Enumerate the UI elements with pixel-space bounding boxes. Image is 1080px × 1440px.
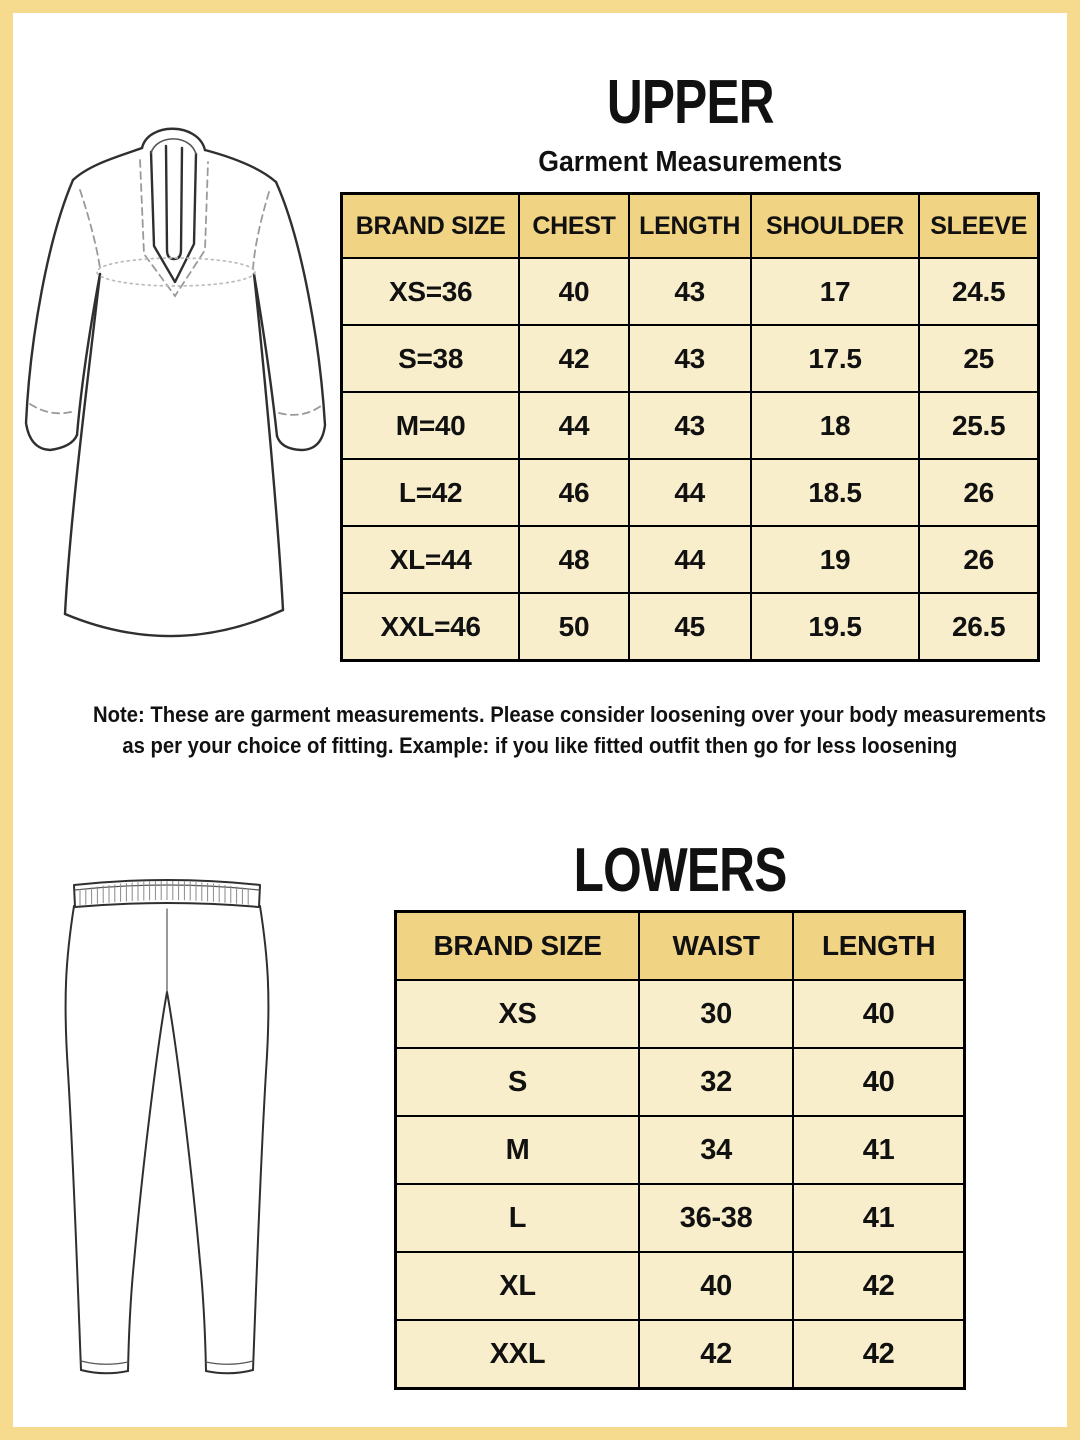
lowers-table-row-l [396, 1184, 965, 1252]
table-cell: 19 [751, 526, 920, 593]
table-cell: M=40 [342, 392, 520, 459]
upper-col-brand-size: BRAND SIZE [342, 194, 520, 259]
table-cell: 24.5 [919, 258, 1038, 325]
table-cell: 43 [629, 325, 751, 392]
table-cell: 45 [629, 593, 751, 661]
table-cell: 40 [793, 1048, 964, 1116]
table-cell: M [396, 1116, 640, 1184]
pants-illustration [30, 862, 360, 1402]
lowers-table-row-xxl [396, 1320, 965, 1389]
table-cell: XL=44 [342, 526, 520, 593]
upper-subtitle-text: Garment Measurements [538, 146, 842, 178]
table-cell: 41 [793, 1184, 964, 1252]
table-cell: 30 [639, 980, 793, 1048]
table-cell: 18.5 [751, 459, 920, 526]
table-cell: XXL [396, 1320, 640, 1389]
upper-table-row-s [342, 325, 1039, 392]
lowers-title-text: LOWERS [573, 836, 787, 905]
table-cell: 40 [793, 980, 964, 1048]
table-cell: 25.5 [919, 392, 1038, 459]
table-cell: 44 [629, 459, 751, 526]
table-cell: 19.5 [751, 593, 920, 661]
upper-size-table [340, 192, 1040, 662]
table-cell: 41 [793, 1116, 964, 1184]
table-cell: 17 [751, 258, 920, 325]
pants-line-drawing-svg [30, 862, 360, 1402]
lowers-col-brand-size: BRAND SIZE [396, 912, 640, 981]
upper-col-sleeve: SLEEVE [919, 194, 1038, 259]
lowers-table-row-xs [396, 980, 965, 1048]
lowers-table-row-s [396, 1048, 965, 1116]
table-cell: 32 [639, 1048, 793, 1116]
table-cell: S [396, 1048, 640, 1116]
table-cell: 44 [519, 392, 628, 459]
kurta-line-drawing-svg [20, 98, 360, 658]
upper-col-shoulder: SHOULDER [751, 194, 920, 259]
kurta-illustration [20, 98, 360, 658]
table-cell: S=38 [342, 325, 520, 392]
table-cell: 40 [519, 258, 628, 325]
table-cell: 50 [519, 593, 628, 661]
table-cell: 17.5 [751, 325, 920, 392]
upper-col-length: LENGTH [629, 194, 751, 259]
table-cell: 26 [919, 459, 1038, 526]
lowers-table-row-xl [396, 1252, 965, 1320]
lowers-size-table [394, 910, 966, 1390]
table-cell: 40 [639, 1252, 793, 1320]
upper-section-title [340, 68, 1040, 137]
lowers-section-title [394, 836, 966, 905]
lowers-table-header-row [396, 912, 965, 981]
table-cell: 46 [519, 459, 628, 526]
upper-table-row-xs [342, 258, 1039, 325]
table-cell: 26 [919, 526, 1038, 593]
measurement-note [40, 699, 1047, 761]
table-cell: 44 [629, 526, 751, 593]
lowers-col-waist: WAIST [639, 912, 793, 981]
upper-table-row-l [342, 459, 1039, 526]
table-cell: XXL=46 [342, 593, 520, 661]
table-cell: L [396, 1184, 640, 1252]
lowers-table-row-m [396, 1116, 965, 1184]
table-cell: 18 [751, 392, 920, 459]
table-cell: 42 [793, 1320, 964, 1389]
upper-section-subtitle [340, 148, 1040, 177]
table-cell: 42 [519, 325, 628, 392]
table-cell: L=42 [342, 459, 520, 526]
table-cell: 34 [639, 1116, 793, 1184]
table-cell: XS [396, 980, 640, 1048]
upper-table-row-xxl [342, 593, 1039, 661]
upper-table-row-m [342, 392, 1039, 459]
note-line-1: Note: These are garment measurements. Please consider loosening over your body measurements [92, 702, 1047, 727]
table-cell: 36-38 [639, 1184, 793, 1252]
table-cell: XL [396, 1252, 640, 1320]
table-cell: XS=36 [342, 258, 520, 325]
table-cell: 26.5 [919, 593, 1038, 661]
note-line-2: as per your choice of fitting. Example: if you like fitted outfit then go for less loosening [122, 733, 958, 758]
upper-col-chest: CHEST [519, 194, 628, 259]
upper-table-header-row [342, 194, 1039, 259]
upper-title-text: UPPER [606, 68, 774, 137]
lowers-col-length: LENGTH [793, 912, 964, 981]
upper-table-row-xl [342, 526, 1039, 593]
table-cell: 42 [793, 1252, 964, 1320]
table-cell: 25 [919, 325, 1038, 392]
table-cell: 42 [639, 1320, 793, 1389]
table-cell: 43 [629, 392, 751, 459]
table-cell: 43 [629, 258, 751, 325]
table-cell: 48 [519, 526, 628, 593]
